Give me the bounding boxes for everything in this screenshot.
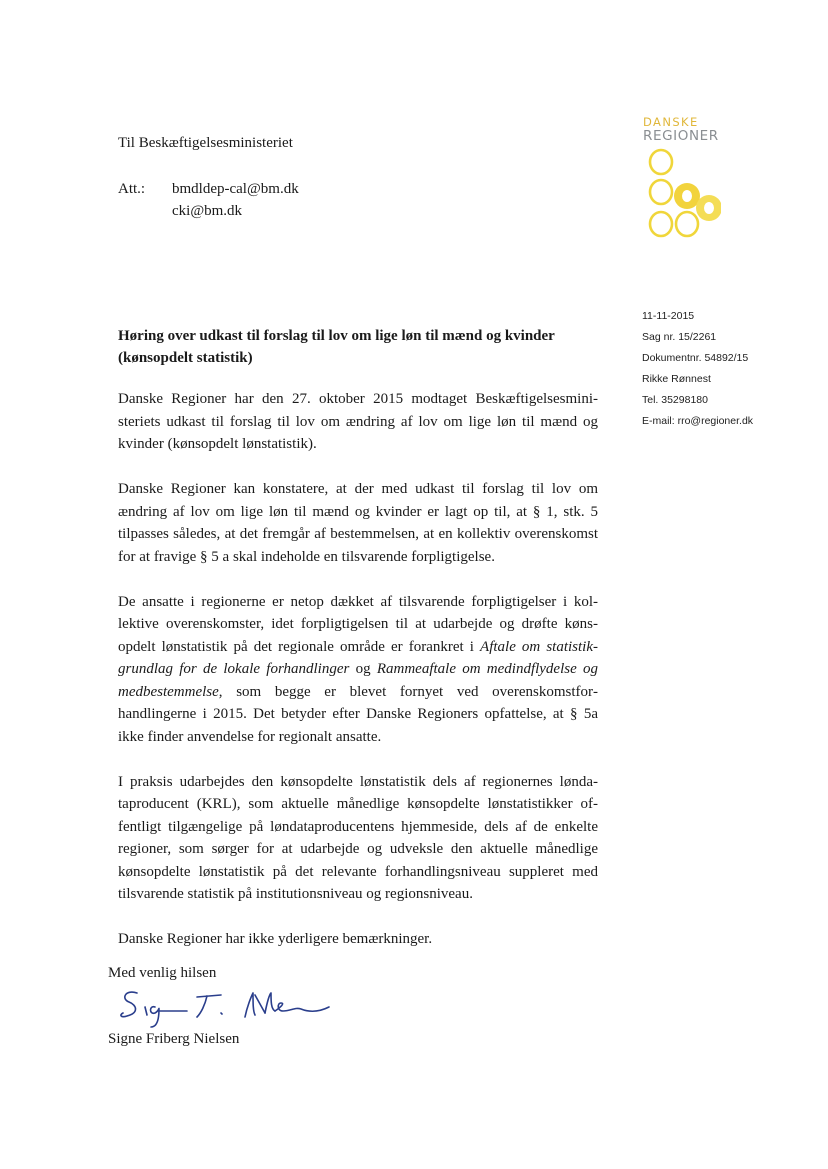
- handwritten-signature: [115, 985, 335, 1033]
- recipient-line: Til Beskæftigelsesministeriet: [118, 135, 293, 151]
- contact-email: E-mail: rro@regioner.dk: [642, 415, 754, 427]
- paragraph: Danske Regioner har ikke yderligere bemærkninger.: [118, 931, 433, 947]
- logo-text-bottom: REGIONER: [643, 128, 719, 144]
- subject-heading: [118, 325, 608, 369]
- contact-name: Rikke Rønnest: [642, 373, 711, 385]
- signer-name: Signe Friberg Nielsen: [108, 1031, 240, 1047]
- subject-line: Høring over udkast til forslag til lov om lige løn til mænd og kvinder: [118, 328, 555, 344]
- attention-email: cki@bm.dk: [172, 203, 243, 219]
- paragraph-text: og: [349, 661, 377, 677]
- attention-emails: [172, 178, 299, 222]
- case-number: Sag nr. 15/2261: [642, 331, 717, 343]
- paragraph: Danske Regioner har den 27. oktober 2015 modtaget Beskæftigelsesministeriets udkast til forslag til lov om ændring af lov om lige løn til mænd og kvinder (kønsopdelt lønstatistik).: [118, 391, 598, 452]
- closing-greeting: Med venlig hilsen: [108, 965, 217, 981]
- reference-block: [642, 306, 753, 432]
- paragraph-text: , som begge er blevet fornyet ved overenskomstforhandlingerne i 2015. Det betyder efter Danske Regioners opfattelse, at § 5a ikke finder anvendelse for regionalt ansatte.: [118, 683, 598, 745]
- agreement-title: Rammeaftale om medindflydelse og medbestemmelse: [118, 661, 598, 700]
- danske-regioner-logo: [643, 116, 723, 256]
- paragraph-text: De ansatte i regionerne er netop dækket af tilsvarende forpligtigelser i kollektive overenskomster, idet forpligtigelsen til at udarbejde og drøfte kønsopdelt lønstatistik på det regionale område er forankret i: [118, 593, 598, 655]
- attention-email: bmdldep-cal@bm.dk: [172, 181, 299, 197]
- paragraph: [118, 591, 598, 749]
- logo-rings-icon: [643, 146, 721, 250]
- attention-block: [118, 178, 299, 222]
- logo-text-top: DANSKE: [643, 115, 699, 129]
- letter-date: 11-11-2015: [642, 310, 695, 322]
- letter-body: [118, 388, 598, 973]
- paragraph: Danske Regioner kan konstatere, at der med udkast til forslag til lov om ændring af lov om lige løn til mænd og kvinder er lagt op til, at § 1, stk. 5 tilpasses således, at det fremgår af bestemmelsen, at en kollektiv overenskomst for at fravige § 5 a skal indeholde en tilsvarende forpligtigelse.: [118, 481, 598, 565]
- document-number: Dokumentnr. 54892/15: [642, 352, 749, 364]
- subject-line: (kønsopdelt statistik): [118, 350, 253, 366]
- agreement-title: Aftale om statistikgrundlag for de lokale forhandlinger: [118, 638, 598, 677]
- contact-phone: Tel. 35298180: [642, 394, 708, 406]
- attention-label: Att.:: [118, 181, 146, 197]
- paragraph: I praksis udarbejdes den kønsopdelte lønstatistik dels af regionernes løndataproducent (KRL), som aktuelle månedlige kønsopdelte lønstatistikker offentligt tilgængelige på løndataproducentens hjemmeside, dels af de enkelte regioner, som sørger for at udarbejde og udveksle den aktuelle månedlige kønsopdelte lønstatistik på det relevante forhandlingsniveau suppleret med tilsvarende statistik på institutionsniveau og regionsniveau.: [118, 773, 598, 902]
